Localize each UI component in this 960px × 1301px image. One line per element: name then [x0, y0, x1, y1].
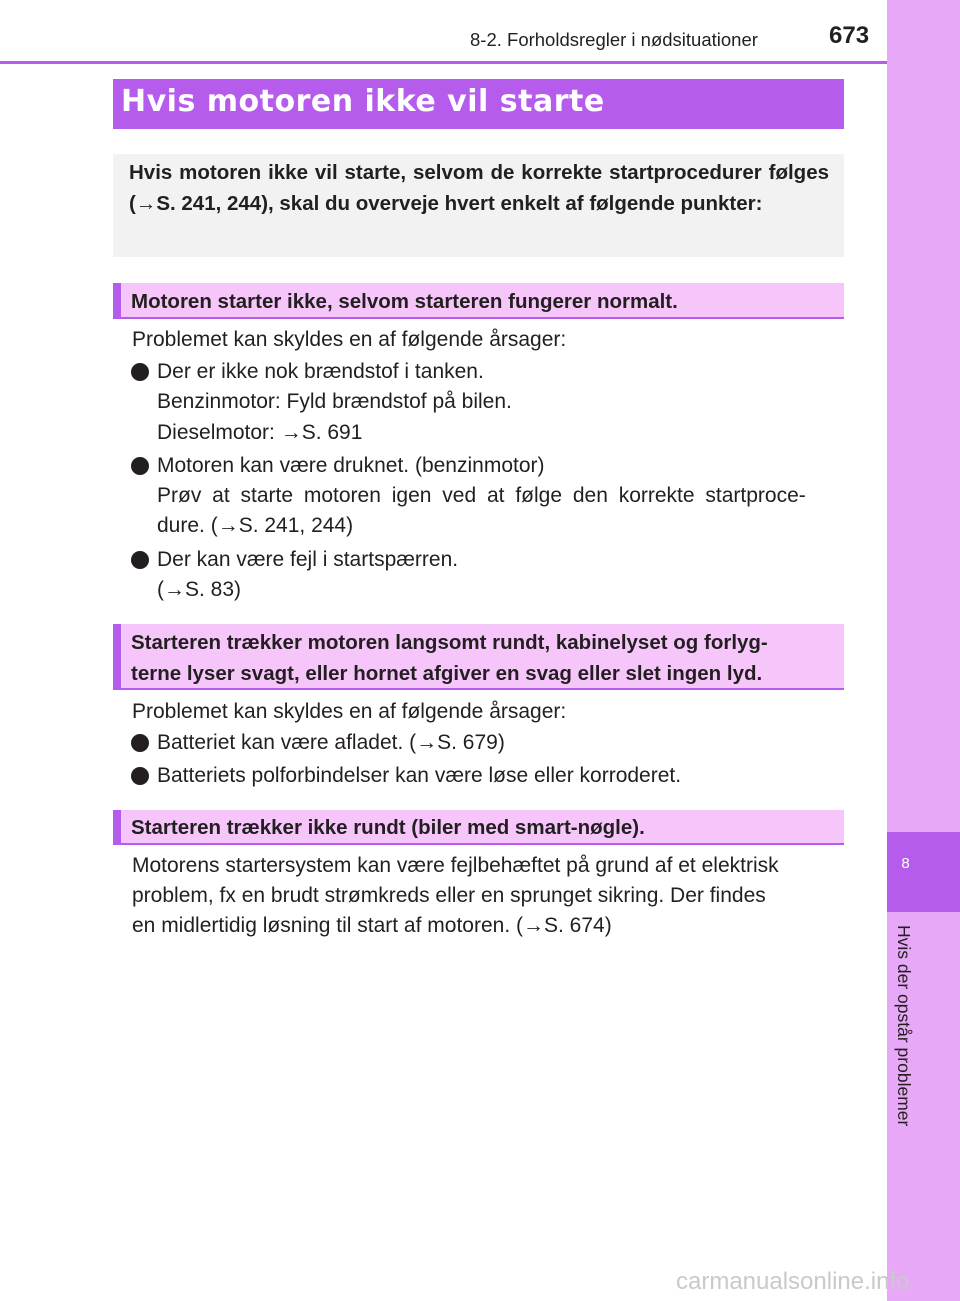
list-item-1-3: Der kan være fejl i startspærren. [157, 548, 459, 571]
bullet-icon [131, 457, 149, 475]
list-item-1-1-line3: Dieselmotor: →S. 691 [157, 421, 363, 444]
list-item-1-2-line2: Prøv at starte motoren igen ved at følge den korrekte startproce- [157, 484, 806, 507]
chapter-number: 8 [901, 855, 910, 872]
chapter-title-vertical: Hvis der opstår problemer [894, 925, 914, 1127]
section-3-paragraph-line1: Motorens startersystem kan være fejlbehæftet på grund af et elektrisk [132, 854, 779, 877]
chapter-marker [887, 832, 960, 912]
bullet-icon [131, 363, 149, 381]
subheading-2-line1: Starteren trækker motoren langsomt rundt, kabinelyset og forlyg- [131, 631, 768, 654]
header-section-title: 8-2. Forholdsregler i nødsituationer [470, 29, 758, 50]
intro-text: Hvis motoren ikke vil starte, selvom de korrekte startprocedurer følges (→S. 241, 244), skal du overveje hvert enkelt af følgende punkter: [129, 161, 829, 215]
footer-watermark: carmanualsonline.info [676, 1268, 910, 1295]
subheading-1: Motoren starter ikke, selvom starteren fungerer normalt. [131, 290, 678, 313]
list-item-2-1: Batteriet kan være afladet. (→S. 679) [157, 731, 505, 754]
list-item-1-1-line2: Benzinmotor: Fyld brændstof på bilen. [157, 390, 512, 413]
bullet-icon [131, 734, 149, 752]
bullet-icon [131, 767, 149, 785]
list-item-1-2-line3: dure. (→S. 241, 244) [157, 514, 354, 537]
section-1-lead: Problemet kan skyldes en af følgende årsager: [132, 328, 567, 351]
list-item-1-2: Motoren kan være druknet. (benzinmotor) [157, 454, 545, 477]
header-divider [0, 61, 887, 64]
list-item-1-3-line2: (→S. 83) [157, 578, 242, 601]
bullet-icon [131, 551, 149, 569]
page-title: Hvis motoren ikke vil starte [121, 84, 605, 119]
section-2-lead: Problemet kan skyldes en af følgende årsager: [132, 700, 567, 723]
section-3-paragraph-line3: en midlertidig løsning til start af motoren. (→S. 674) [132, 914, 612, 937]
list-item-1-1: Der er ikke nok brændstof i tanken. [157, 360, 484, 383]
section-3-paragraph-line2: problem, fx en brudt strømkreds eller en sprunget sikring. Der findes [132, 884, 766, 907]
page-number: 673 [829, 22, 870, 49]
list-item-2-2: Batteriets polforbindelser kan være løse eller korroderet. [157, 764, 682, 787]
subheading-3: Starteren trækker ikke rundt (biler med smart-nøgle). [131, 816, 645, 839]
subheading-2-line2: terne lyser svagt, eller hornet afgiver en svag eller slet ingen lyd. [131, 662, 763, 685]
